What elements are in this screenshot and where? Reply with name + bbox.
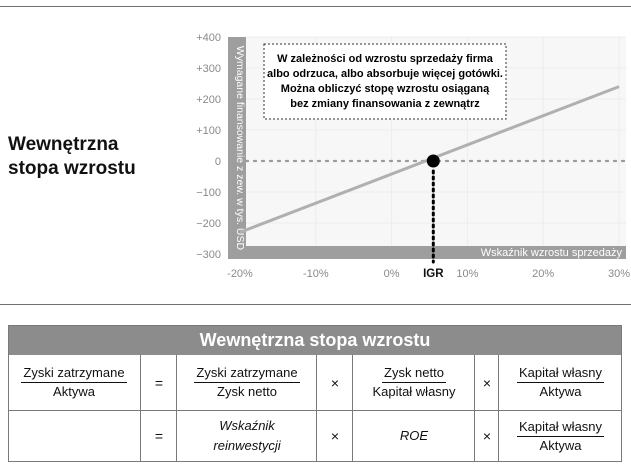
fraction-numerator: Kapitał własny — [517, 418, 604, 437]
table-row — [9, 411, 621, 461]
igr-label: IGR — [423, 268, 444, 280]
y-tick-label: −300 — [196, 249, 221, 261]
fraction-numerator: Zyski zatrzymane — [194, 364, 299, 383]
equals-sign: = — [140, 355, 177, 410]
roe-label: ROE — [352, 411, 475, 461]
multiply-sign: × — [474, 411, 499, 461]
annotation-box — [264, 44, 506, 119]
multiply-sign: × — [316, 355, 353, 410]
y-axis-label: Wymagane finansowanie z zew. w tys. USD — [234, 45, 246, 251]
y-tick-label: +400 — [196, 32, 221, 44]
fraction-numerator: Zyski zatrzymane — [21, 364, 126, 383]
fraction-numerator: Zysk netto — [382, 364, 446, 383]
table-row — [9, 355, 621, 411]
fraction-denominator: Kapitał własny — [372, 384, 456, 399]
y-tick-label: −100 — [196, 187, 221, 199]
y-tick-label: 0 — [214, 156, 221, 168]
x-tick-label: -20% — [227, 268, 253, 280]
formula-cell-equity-over-assets — [498, 355, 622, 410]
equals-sign: = — [140, 411, 177, 461]
annotation-line-3: Można obliczyć stopę wzrostu osiąganą — [280, 83, 490, 95]
multiply-sign: × — [474, 355, 499, 410]
fraction-denominator: Aktywa — [539, 384, 582, 399]
fraction-denominator: Aktywa — [53, 384, 95, 399]
annotation-line-2: albo odrzuca, albo absorbuje więcej gotówki. — [267, 68, 503, 80]
x-tick-label: 10% — [456, 268, 479, 280]
reinvestment-line-1: Wskaźnik — [219, 418, 275, 433]
annotation-line-1: W zależności od wzrostu sprzedaży firma — [277, 53, 493, 65]
y-tick-label: +100 — [196, 125, 221, 137]
y-tick-labels — [196, 32, 221, 261]
y-tick-label: +300 — [196, 63, 221, 75]
x-tick-label: 0% — [383, 268, 400, 280]
y-tick-label: +200 — [196, 94, 221, 106]
x-axis-label: Wskaźnik wzrostu sprzedaży — [480, 247, 622, 259]
multiply-sign: × — [316, 411, 353, 461]
formula-cell-roe — [352, 355, 475, 410]
middle-divider — [0, 304, 631, 305]
section-title: Wewnętrzna stopa wzrostu — [8, 134, 136, 179]
empty-cell — [9, 411, 139, 461]
x-tick-label: 30% — [607, 268, 631, 280]
x-tick-label: -10% — [302, 268, 329, 280]
fraction-denominator: Zysk netto — [217, 384, 277, 399]
fraction-numerator: Kapitał własny — [517, 364, 604, 383]
x-tick-label: 20% — [532, 268, 555, 280]
formula-cell-reinvestment-rate — [176, 411, 317, 461]
formula-cell-retention-ratio — [176, 355, 317, 410]
igr-marker-point — [427, 155, 440, 168]
table-title: Wewnętrzna stopa wzrostu — [9, 326, 621, 355]
reinvestment-line-2: reinwestycji — [213, 438, 281, 453]
formula-cell-equity-over-assets — [498, 411, 622, 461]
igr-formula-table — [8, 325, 622, 462]
fraction-denominator: Aktywa — [539, 437, 582, 453]
annotation-line-4: bez zmiany finansowania z zewnątrz — [290, 98, 480, 110]
formula-cell-retained-over-assets — [9, 355, 139, 410]
y-tick-label: −200 — [196, 218, 221, 230]
